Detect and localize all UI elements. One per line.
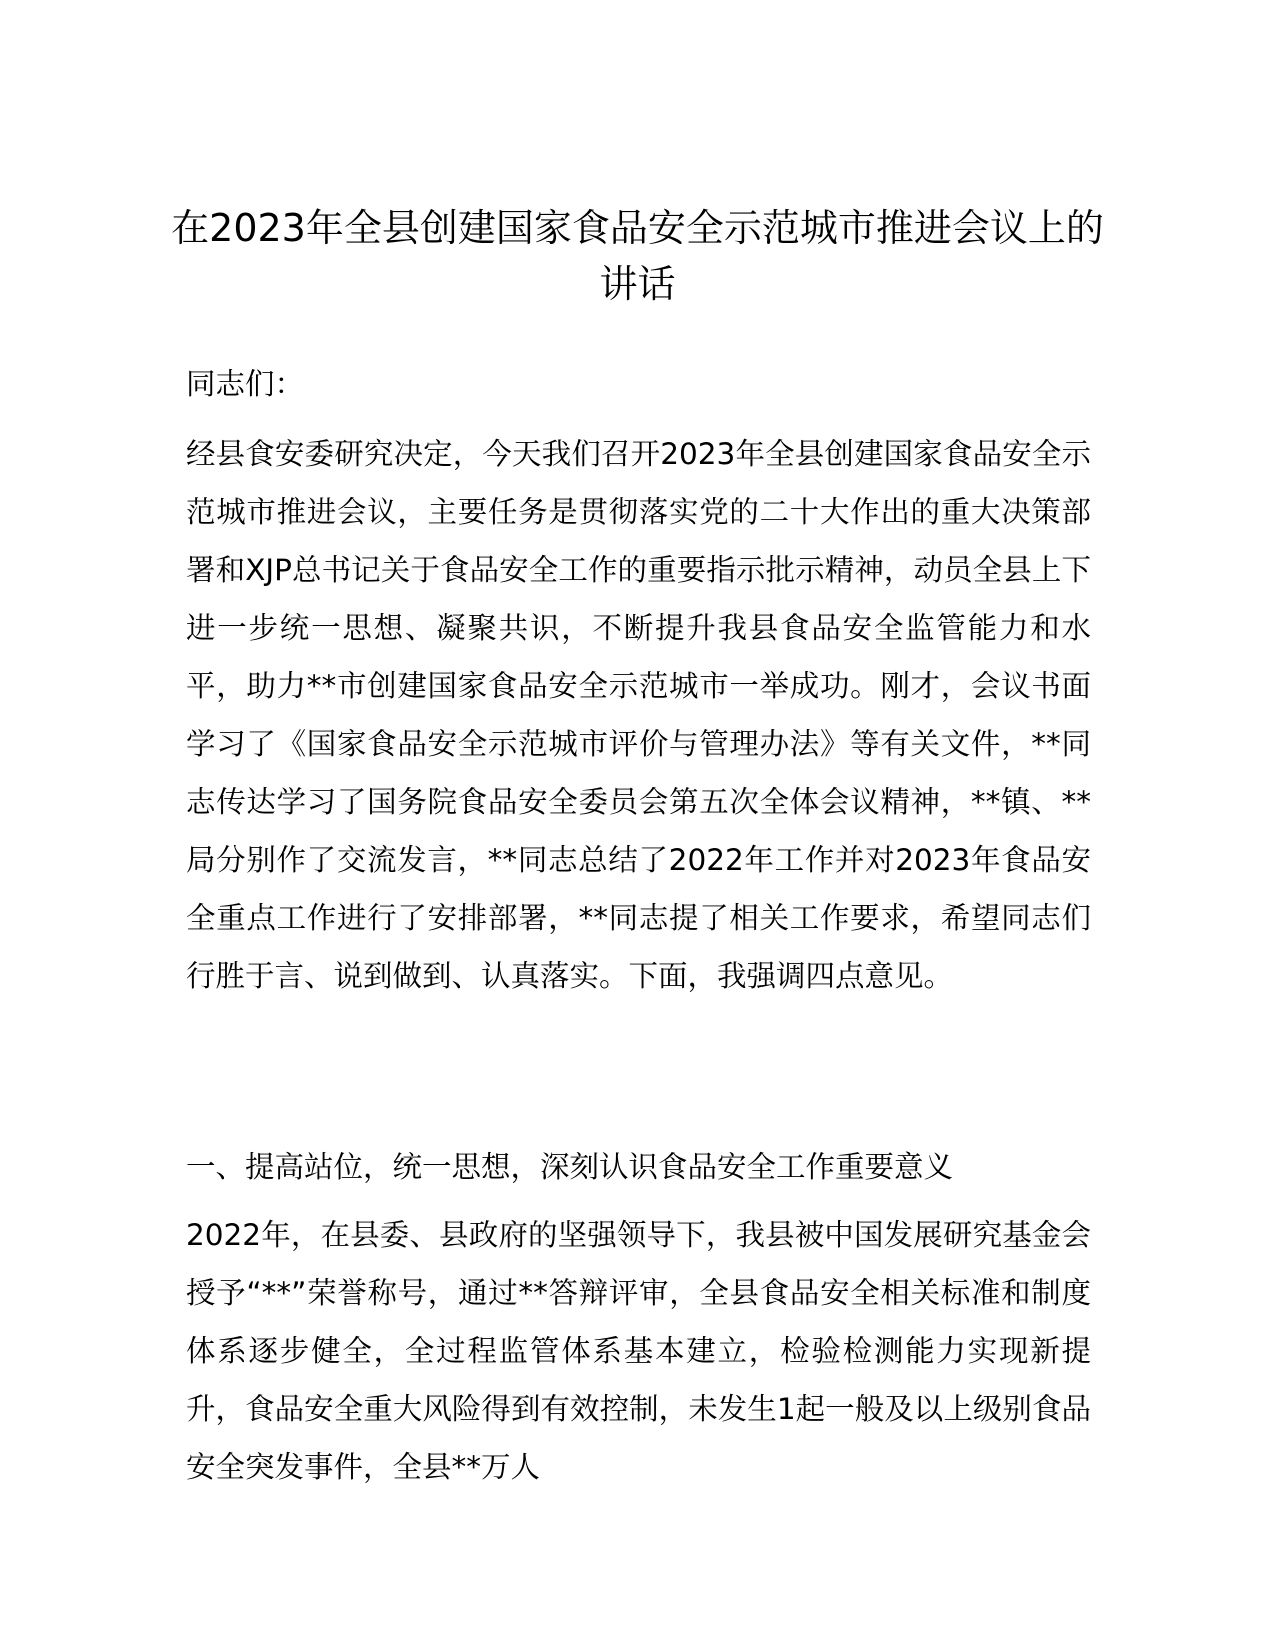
document-title: 在2023年全县创建国家食品安全示范城市推进会议上的讲话 xyxy=(171,206,1104,306)
section-paragraph: 2022年，在县委、县政府的坚强领导下，我县被中国发展研究基金会授予“**”荣誉称号，通过**答辩评审，全县食品安全相关标准和制度体系逐步健全，全过程监管体系基本建立，检验检测能力实现新提升，食品安全重大风险得到有效控制，未发生1起一般及以上级别食品安全突发事件，全县**万人 xyxy=(186,1218,1091,1484)
section-heading: 一、提高站位，统一思想，深刻认识食品安全工作重要意义 xyxy=(186,1150,954,1184)
greeting: 同志们： xyxy=(186,367,305,401)
body-paragraph: 经县食安委研究决定，今天我们召开2023年全县创建国家食品安全示范城市推进会议，主要任务是贯彻落实党的二十大作出的重大决策部署和XJP总书记关于食品安全工作的重要指示批示精神，动员全县上下进一步统一思想、凝聚共识，不断提升我县食品安全监管能力和水平，助力**市创建国家食品安全示范城市一举成功。刚才，会议书面学习了《国家食品安全示范城市评价与管理办法》等有关文件，**同志传达学习了国务院食品安全委员会第五次全体会议精神，**镇、**局分别作了交流发言，**同志总结了2022年工作并对2023年食品安全重点工作进行了安排部署，**同志提了相关工作要求，希望同志们行胜于言、说到做到、认真落实。下面，我强调四点意见。 xyxy=(186,437,1091,993)
